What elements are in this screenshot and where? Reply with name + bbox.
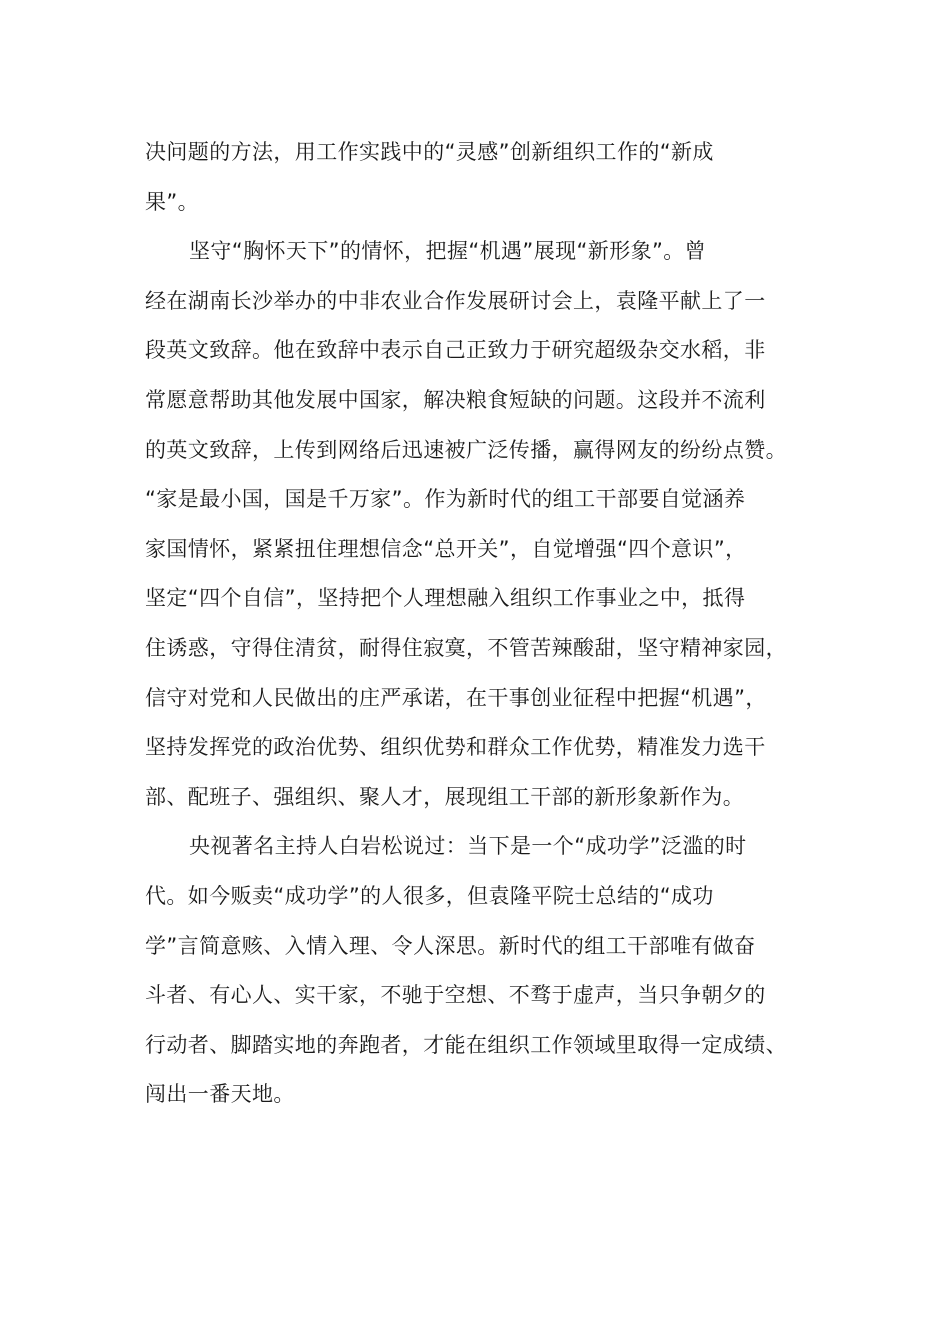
text-line-13: 坚持发挥党的政治优势、组织优势和群众工作优势，精准发力选干 <box>145 735 766 760</box>
paragraph-start-line: 央视著名主持人白岩松说过：当下是一个“成功学”泛滥的时 <box>189 834 747 859</box>
text-line-4: 经在湖南长沙举办的中非农业合作发展研讨会上，袁隆平献上了一 <box>145 288 766 313</box>
paragraph-start-line: 坚守“胸怀天下”的情怀，把握“机遇”展现“新形象”。曾 <box>189 239 707 264</box>
text-line-11: 住诱惑，守得住清贫，耐得住寂寞，不管苦辣酸甜，坚守精神家园， <box>145 635 787 660</box>
text-line-14: 部、配班子、强组织、聚人才，展现组工干部的新形象新作为。 <box>145 784 745 809</box>
text-line-9: 家国情怀，紧紧扭住理想信念“总开关”，自觉增强“四个意识”， <box>145 536 747 561</box>
body-text <box>145 128 815 1120</box>
text-line-1: 决问题的方法，用工作实践中的“灵感”创新组织工作的“新成 <box>145 140 714 164</box>
text-line-18: 斗者、有心人、实干家，不驰于空想、不骛于虚声，当只争朝夕的 <box>145 983 766 1008</box>
text-line-8: “家是最小国，国是千万家”。作为新时代的组工干部要自觉涵养 <box>145 487 746 512</box>
text-line-12: 信守对党和人民做出的庄严承诺，在干事创业征程中把握“机遇”， <box>145 685 767 710</box>
text-line-16: 代。如今贩卖“成功学”的人很多，但袁隆平院士总结的“成功 <box>145 883 714 908</box>
text-line-7: 的英文致辞，上传到网络后迅速被广泛传播，赢得网友的纷纷点赞。 <box>145 437 787 462</box>
text-line-19: 行动者、脚踏实地的奔跑者，才能在组织工作领域里取得一定成绩、 <box>145 1032 787 1057</box>
text-line-2: 果”。 <box>145 189 200 214</box>
text-line-10: 坚定“四个自信”，坚持把个人理想融入组织工作事业之中，抵得 <box>145 586 746 611</box>
text-line-20: 闯出一番天地。 <box>145 1082 295 1107</box>
text-line-17: 学”言简意赅、入情入理、令人深思。新时代的组工干部唯有做奋 <box>145 933 756 958</box>
text-line-5: 段英文致辞。他在致辞中表示自己正致力于研究超级杂交水稻，非 <box>145 338 766 363</box>
text-line-6: 常愿意帮助其他发展中国家，解决粮食短缺的问题。这段并不流利 <box>145 387 766 412</box>
